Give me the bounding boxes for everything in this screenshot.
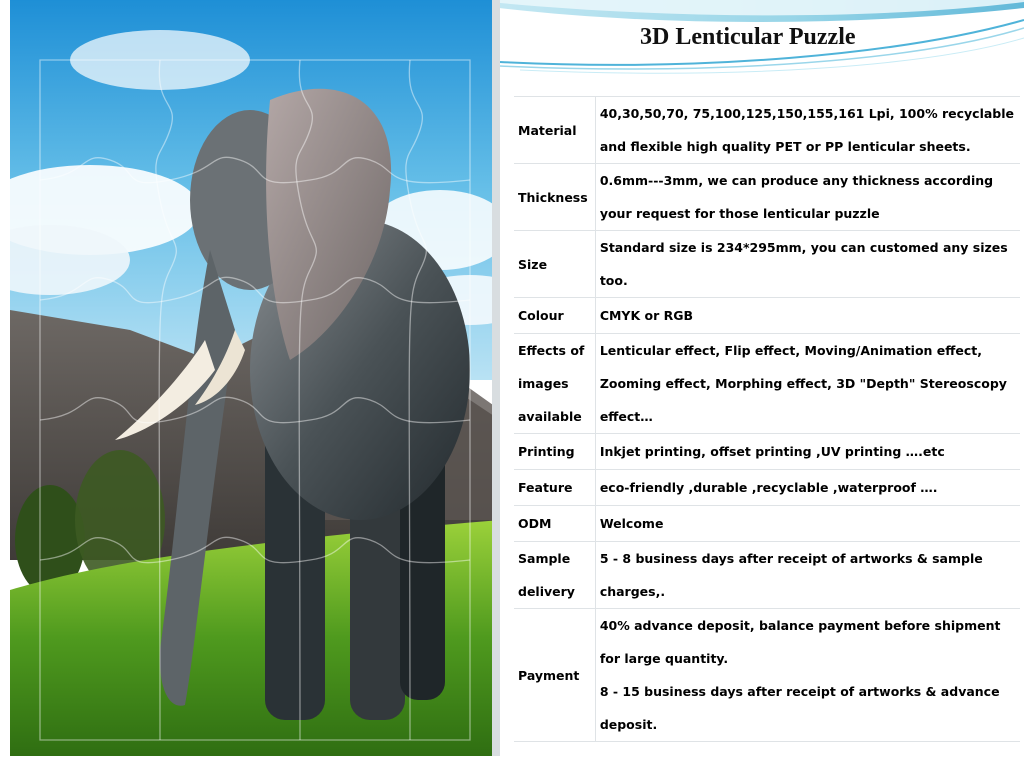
spec-value-line: your request for those lenticular puzzle xyxy=(599,206,880,221)
spec-row xyxy=(514,542,1020,609)
spec-label xyxy=(514,609,595,742)
spec-label-line: delivery xyxy=(518,584,575,599)
spec-value-line: Welcome xyxy=(599,516,664,531)
spec-value-line: 40% advance deposit, balance payment before shipment xyxy=(599,618,1001,633)
spec-value-line: eco-friendly ,durable ,recyclable ,waterproof …. xyxy=(599,480,938,495)
spec-value-line: for large quantity. xyxy=(599,651,729,666)
spec-label xyxy=(514,97,595,164)
spec-label-line: images xyxy=(518,376,569,391)
spec-value-line: deposit. xyxy=(599,717,658,732)
spec-value xyxy=(595,434,1020,470)
spec-label-line: Printing xyxy=(518,444,575,459)
spec-label-line: Effects of xyxy=(518,343,585,358)
spec-table xyxy=(514,96,1020,742)
spec-label xyxy=(514,231,595,298)
spec-value-line: charges,. xyxy=(599,584,666,599)
spec-label xyxy=(514,542,595,609)
spec-row xyxy=(514,298,1020,334)
spec-row xyxy=(514,164,1020,231)
spec-value-line: and flexible high quality PET or PP lenticular sheets. xyxy=(599,139,971,154)
slide-title: 3D Lenticular Puzzle xyxy=(640,24,856,50)
spec-label-line: Sample xyxy=(518,551,571,566)
spec-value xyxy=(595,97,1020,164)
elephant-puzzle-image xyxy=(10,0,500,756)
spec-value xyxy=(595,231,1020,298)
spec-value-line: Zooming effect, Morphing effect, 3D "Depth" Stereoscopy xyxy=(599,376,1007,391)
spec-value-line: effect… xyxy=(599,409,653,424)
spec-label xyxy=(514,334,595,434)
spec-label xyxy=(514,164,595,231)
spec-label-line: Feature xyxy=(518,480,573,495)
spec-row xyxy=(514,97,1020,164)
spec-row xyxy=(514,470,1020,506)
spec-value xyxy=(595,506,1020,542)
spec-row xyxy=(514,231,1020,298)
spec-value xyxy=(595,609,1020,742)
spec-label xyxy=(514,470,595,506)
spec-label-line: ODM xyxy=(518,516,552,531)
spec-value xyxy=(595,298,1020,334)
spec-value-line: Lenticular effect, Flip effect, Moving/Animation effect, xyxy=(599,343,983,358)
spec-row xyxy=(514,506,1020,542)
spec-value xyxy=(595,334,1020,434)
spec-label-line: Colour xyxy=(518,308,564,323)
spec-label-line: Thickness xyxy=(518,189,588,205)
spec-row xyxy=(514,334,1020,434)
spec-value-line: Standard size is 234*295mm, you can customed any sizes xyxy=(599,240,1008,255)
spec-row xyxy=(514,609,1020,742)
spec-label-line: available xyxy=(518,409,582,424)
spec-label-line: Size xyxy=(518,256,548,272)
spec-value-line: 5 - 8 business days after receipt of artworks & sample xyxy=(599,551,983,566)
spec-value xyxy=(595,542,1020,609)
spec-label-line: Material xyxy=(518,122,577,138)
spec-value xyxy=(595,164,1020,231)
spec-value xyxy=(595,470,1020,506)
spec-value-line: 8 - 15 business days after receipt of artworks & advance xyxy=(599,684,1000,699)
spec-row xyxy=(514,434,1020,470)
spec-label-line: Payment xyxy=(518,667,580,683)
spec-label xyxy=(514,434,595,470)
spec-label xyxy=(514,506,595,542)
spec-value-line: 40,30,50,70, 75,100,125,150,155,161 Lpi, 100% recyclable xyxy=(599,106,1014,121)
spec-label xyxy=(514,298,595,334)
spec-value-line: too. xyxy=(599,273,628,288)
spec-value-line: CMYK or RGB xyxy=(599,308,694,323)
spec-value-line: Inkjet printing, offset printing ,UV printing ….etc xyxy=(599,444,945,459)
spec-value-line: 0.6mm---3mm, we can produce any thickness according xyxy=(599,173,994,188)
